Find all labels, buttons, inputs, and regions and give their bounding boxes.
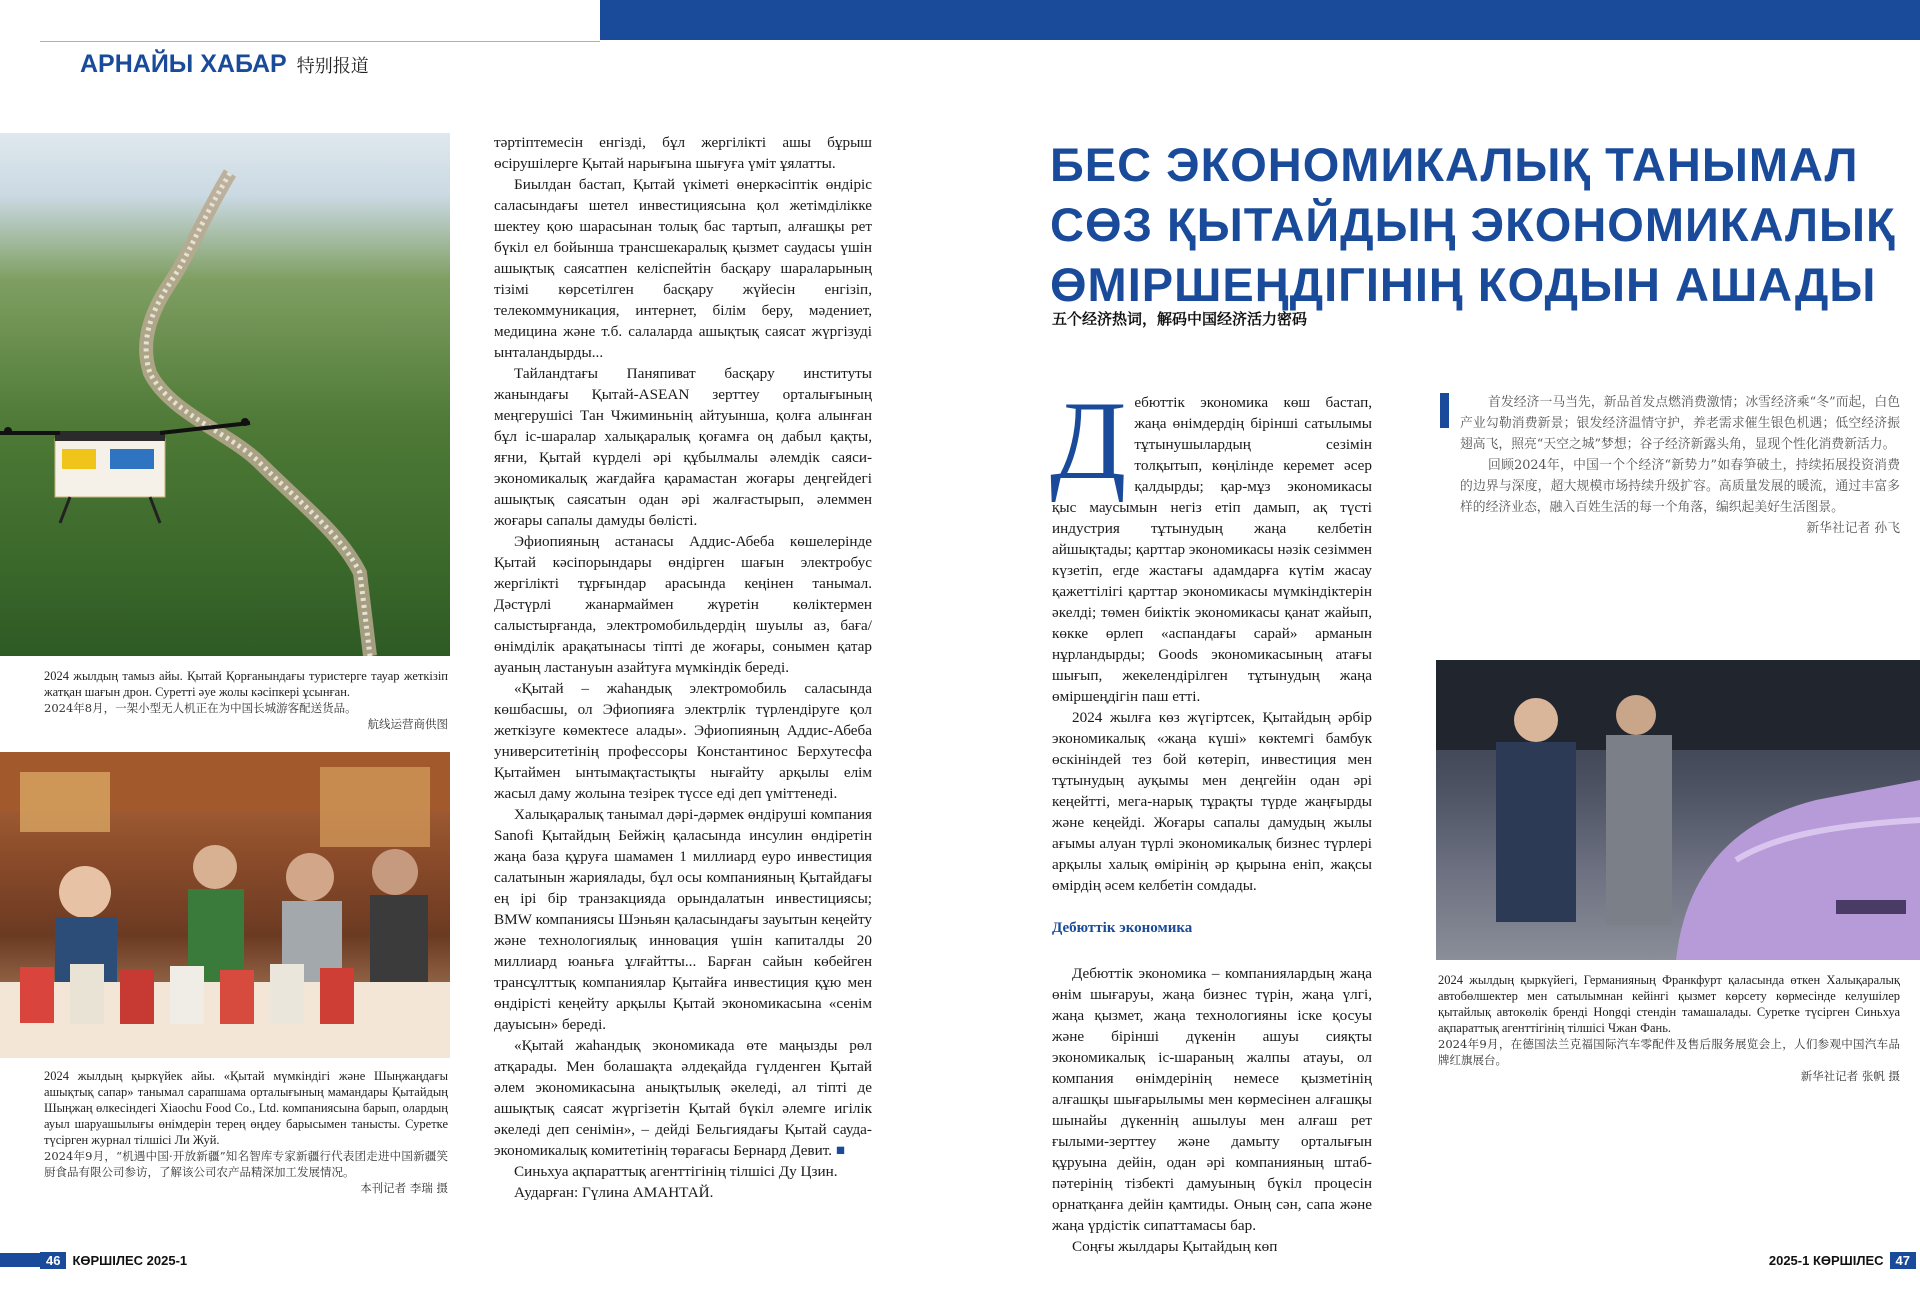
caption-great-wall-credit: 航线运营商供图 xyxy=(367,717,448,731)
caption-great-wall-cn: 2024年8月，一架小型无人机正在为中国长城游客配送货品。 xyxy=(44,701,357,715)
lead-paragraph xyxy=(1050,379,1372,707)
article-title-line: СӨЗ ҚЫТАЙДЫҢ ЭКОНОМИКАЛЫҚ xyxy=(1050,198,1896,251)
article-subtitle: 五个经济热词，解码中国经济活力密码 xyxy=(1052,310,1308,328)
summary-accent-bar xyxy=(1440,393,1449,428)
middle-paragraph-closing xyxy=(494,1035,872,1161)
article-body-column xyxy=(1050,379,1372,1257)
article-paragraph: 2024 жылға көз жүгіртсек, Қытайдың әрбір экономикалық «жаңа күші» көктемгі бамбук өскініндей тез бой көтеріп, инвестиция мен тұтынудың ауқымы мен деңгейін одан әрі кеңейтті, мега-нарық тұрақты түрде жаңғырды және кеңейді. Жоғары сапалы дамудың жылы ағымы алуан түрлі экономикалық бизнес түрлері арқылы халық өмірінің әр қырына еніп, жақсы өмірдің әсем келбетін сомдады. xyxy=(1052,709,1372,894)
page-number-left: 46 xyxy=(40,1252,66,1269)
article-title xyxy=(1050,135,1910,315)
middle-text-column xyxy=(494,132,872,1203)
caption-great-wall xyxy=(44,668,448,732)
middle-paragraph: Тайландтағы Паняпиват басқару институты жанындағы Қытай-ASEAN зерттеу орталығының меңгерушісі Тан Чжиминьнің айтуынша, қолға алынған бұл іс-шаралар халықаралық қоғамға оң дабыл қақты, яғни, Қытай күрделі әрі құбылмалы әлемдік саяси-экономикалық жағдайға қарамастан жоғары деңгейдегі ашықтық саясатын одан әрі жалғастырып, әлеммен жоғары сапалы дамуды бөлісті. xyxy=(494,365,872,529)
footer-left-text: КӨРШІЛЕС 2025-1 xyxy=(72,1253,188,1268)
middle-paragraph: «Қытай – жаһандық электромобиль саласында көшбасшы, ол Эфиопияға электрлік түрлендіруге қол жеткізуге көмектесе алады». Эфиопияның Аддис-Абеба университетінің профессоры Константинос Берхутесфа Қытаймен ынтымақтастықты нығайту арқылы елім жасыл даму жолына тезірек түссе еді деп үміттенеді. xyxy=(494,680,872,802)
caption-xinjiang-shop-kz: 2024 жылдың қыркүйек айы. «Қытай мүмкіндігі және Шыңжаңдағы ашықтық сапар» танымал сарапшама орталығының мамандары Қытайдың Шыңжаң өлкесіндегі Xiaochu Food Co., Ltd. компаниясына барып, олардың ауыл шаруашылығы өнімдерін терең өңдеу барысымен танысты. Суретке түсірген журнал тілшісі Ли Жуй. xyxy=(44,1069,448,1147)
footer-left xyxy=(40,1252,187,1269)
footer-right-text: 2025-1 КӨРШІЛЕС xyxy=(1768,1253,1884,1268)
summary-paragraph: 首发经济一马当先，新品首发点燃消费激情；冰雪经济乘“冬”而起，白色产业勾勒消费新景；银发经济温情守护，养老需求催生银色机遇；低空经济振翅高飞，照亮“天空之城”梦想；谷子经济新露头角，显现个性化消费新活力。 xyxy=(1460,395,1900,452)
summary-credit: 新华社记者 孙飞 xyxy=(1806,521,1900,536)
caption-xinjiang-shop-credit: 本刊记者 李瑞 摄 xyxy=(360,1181,448,1195)
middle-paragraph: Биылдан бастап, Қытай үкіметі өнеркәсіптік өндіріс саласындағы шетел инвестициясына қол жетімділікке шектеу қою шарасынан толық бас тартып, алғашқы рет бүкіл ел бойынша трансшекаралық қызмет саудасы үшін ашықтық саясатпен келіспейтін басқару шараларының тізімі көрсетілген басқару жүйесін енгізіп, телекоммуникация, интернет, білім беру, мәдениет, медицина және т.б. салаларда ашықтық саясат жүргізуді ынталандырды... xyxy=(494,176,872,361)
byline-author: Синьхуа ақпараттық агенттігінің тілшісі Ду Цзин. xyxy=(514,1163,838,1180)
xinjiang-food-shop-photo xyxy=(0,752,450,1058)
section-title-cn: 特别报道 xyxy=(296,56,369,77)
summary-paragraph: 回顾2024年，中国一个个经济“新势力”如春笋破土，持续拓展投资消费的边界与深度，超大规模市场持续升级扩容。高质量发展的暖流，通过丰富多样的经济业态，融入百姓生活的每一个角落，编织起美好生活图景。 xyxy=(1460,458,1900,515)
article-title-line: ӨМІРШЕҢДІГІНІҢ КОДЫН АШАДЫ xyxy=(1050,258,1877,311)
great-wall-drone-photo xyxy=(0,133,450,656)
caption-xinjiang-shop-cn: 2024年9月，“机遇中国·开放新疆”知名智库专家新疆行代表团走进中国新疆笑厨食品有限公司参访，了解该公司农产品精深加工发展情况。 xyxy=(44,1149,448,1179)
byline-translator: Аударған: Гүлина АМАНТАЙ. xyxy=(514,1184,714,1201)
lead-text: ебюттік экономика көш бастап, жаңа өнімдердің бірінші сатылымы тұтынушылардың сезімін толқытып, көңілінде керемет әсер қалдырды; қар-мұз экономикасы қыс маусымын негіз етіп дамып, ақ түсті индустрия тұтынудың жаңа келбетін айшықтады; қарттар экономикасы нәзік сезіммен күзетіп, егде жастағы адамдарға күтім жасау қажеттілігі қарттар экономикасы мүмкіндіктерін әкелді; төмен биіктік экономикасы қанат жайып, көкке өрлеп «аспандағы сарай» арманын нұрландырды; Goods экономикасының атағы шығып, жекелендірілген тұтынудың жаңа өміршеңдігін паш етті. xyxy=(1052,394,1372,705)
middle-paragraph: Халықаралық танымал дәрі-дәрмек өндіруші компания Sanofi Қытайдың Бейжің қаласында инсулин өндіретін жаңа база құруға шамамен 1 миллиард еуро инвестиция салатынын жариялады, бұл осы компанияның Қытайдағы ең ірі бір транзакцияда орындалатын инвестициясы; BMW компаниясы Шэньян қаласындағы зауытын кеңейту және технологиялық инновация үшін капиталды 20 миллиард юаньға ұлғайтты... Барған сайын көбейген трансұлттық компаниялар Қытайға инвестиция құю мен өндірісті кеңейту арқылы Қытай экономикасына «сенім дауысын» береді. xyxy=(494,806,872,1033)
end-mark-icon: ■ xyxy=(835,1142,846,1159)
caption-car-cn: 2024年9月，在德国法兰克福国际汽车零配件及售后服务展览会上，人们参观中国汽车品牌红旗展台。 xyxy=(1438,1037,1900,1067)
header-rule xyxy=(40,41,600,42)
caption-great-wall-kz: 2024 жылдың тамыз айы. Қытай Қорғанындағы туристерге тауар жеткізіп жатқан шағын дрон. Суретті әуе жолы кәсіпкері ұсынған. xyxy=(44,669,448,699)
caption-xinjiang-shop xyxy=(44,1068,448,1196)
article-title-line: БЕС ЭКОНОМИКАЛЫҚ ТАНЫМАЛ xyxy=(1050,138,1859,191)
chinese-summary xyxy=(1460,392,1900,539)
middle-paragraph: тәртіптемесін енгізді, бұл жергілікті ашы бұрыш өсірушілерге Қытай нарығына шығуға үміт ұялатты. xyxy=(494,134,872,172)
footer-right xyxy=(1769,1252,1916,1269)
article-paragraph: Дебюттік экономика – компаниялардың жаңа өнім шығаруы, жаңа бизнес түрін, жаңа үлгі, жаңа қызмет, жаңа технологияны іске қосуы және бірінші дүкенін ашуы сияқты экономикалық іс-шараның жалпы атауы, ол компания өнімдерінің немесе қызметінің алғашқы шығарылымы мен көрмесінен алғашқы шынайы дүкеннің ашылуы мен алғаш рет ғылыми-зерттеу және дамыту орталығын құруына дейін, одан әрі компанияның штаб-пәтерінің тізбекті дамуының бүкіл процесін орнатқанға дейін қамтиды. Оның сән, сапа және жаңа үрдістік сипаттамасы бар. xyxy=(1052,965,1372,1234)
footer-left-bar xyxy=(0,1253,40,1267)
caption-car-credit: 新华社记者 张帆 摄 xyxy=(1800,1069,1900,1083)
drop-cap: Д xyxy=(1050,379,1127,503)
hongqi-car-exhibition-photo xyxy=(1436,660,1920,960)
section-header xyxy=(80,50,369,80)
caption-car-exhibition xyxy=(1438,972,1900,1084)
article-paragraph: Соңғы жылдары Қытайдың көп xyxy=(1072,1238,1278,1255)
top-color-bar xyxy=(600,0,1920,40)
middle-paragraph: Эфиопияның астанасы Аддис-Абеба көшелерінде Қытай кәсіпорындары өндірген шағын электробус жергілікті тұрғындар арасында кеңінен танымал. Дәстүрлі жанармаймен жүретін көліктермен салыстырғанда, электромобильдердің шуылы аз, баға/өнімділік арақатынасы тіпті де жоғары, сонымен қатар ауаның ластануын азайтуға мүмкіндік береді. xyxy=(494,533,872,676)
caption-car-kz: 2024 жылдың қыркүйегі, Германияның Франкфурт қаласында өткен Халықаралық автобөлшектер мен сатылымнан кейінгі қызмет көрсету көрмесінде келушілер қытайлық автокөлік бренді Hongqi стендін тамашалады. Суретке түсірген Синьхуа ақпараттық агенттігінің тілшісі Чжан Фань. xyxy=(1438,973,1900,1035)
section-heading: Дебюттік экономика xyxy=(1052,920,1193,936)
closing-quote: «Қытай жаһандық экономикада өте маңызды рөл атқарады. Мен болашақта әлдеқайда гүлденген Қытай әлем экономикасына анықтылық әкеледі, ал тіпті де ашықтық саясат жүргізетін Қытай бүкіл әлемге игілік әкеледі деп сенімін», – дейді Бельгиядағы Қытай сауда-экономикалық комитетінің төрағасы Бернард Девит. xyxy=(494,1037,872,1159)
page-number-right: 47 xyxy=(1890,1252,1916,1269)
section-title-kz: АРНАЙЫ ХАБАР xyxy=(80,50,287,78)
